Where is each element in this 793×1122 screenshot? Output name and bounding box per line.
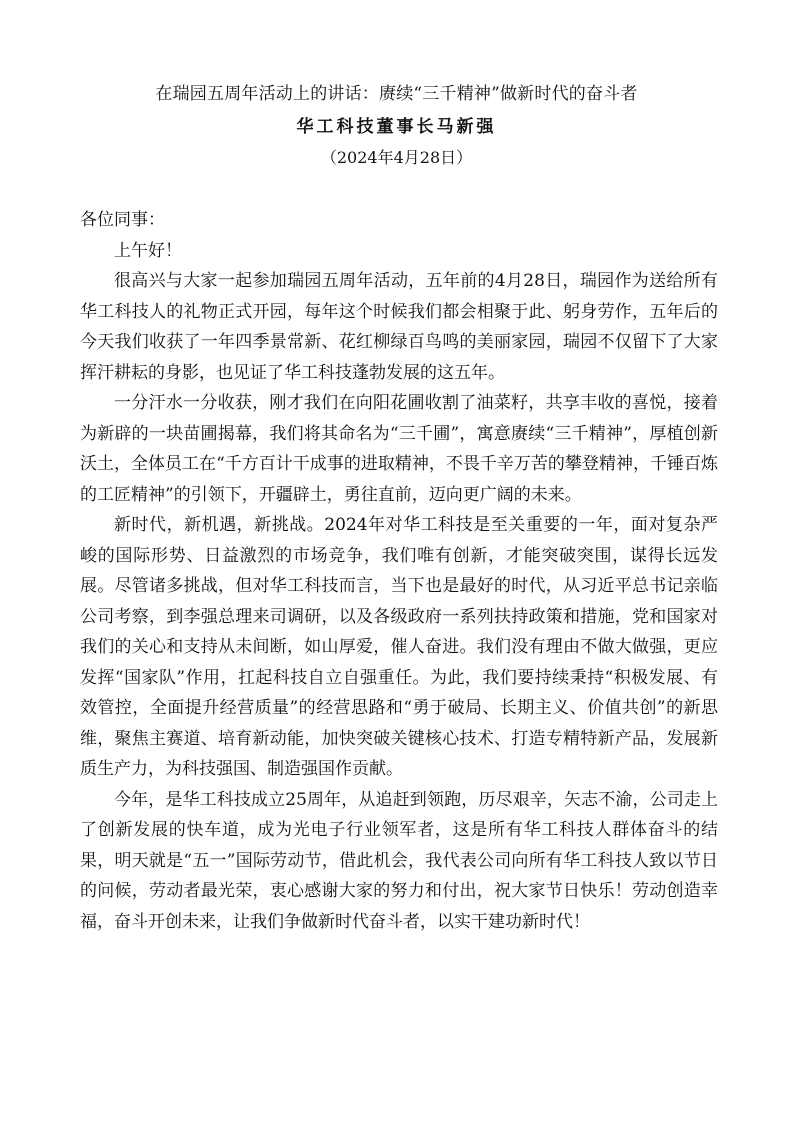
speech-body — [80, 205, 718, 937]
paragraph-25th-anniversary: 今年，是华工科技成立25周年，从追赶到领跑，历尽艰辛，矢志不渝，公司走上了创新发展的快车道，成为光电子行业领军者，这是所有华工科技人群体奋斗的结果，明天就是“五一”国际劳动节，借此机会，我代表公司向所有华工科技人致以节日的问候，劳动者最光荣，衷心感谢大家的努力和付出，祝大家节日快乐！劳动创造幸福，奋斗开创未来，让我们争做新时代奋斗者，以实干建功新时代！ — [80, 789, 718, 932]
speech-title: 在瑞园五周年活动上的讲话：赓续“三千精神”做新时代的奋斗者 — [155, 84, 638, 104]
speech-date: （2024年4月28日） — [320, 148, 473, 167]
paragraph-sanqian-spirit: 一分汗水一分收获，刚才我们在向阳花圃收割了油菜籽，共享丰收的喜悦，接着为新辟的一块苗圃揭幕，我们将其命名为“三千圃”，寓意赓续“三千精神”，厚植创新沃土，全体员工在“千方百计干成事的进取精神，不畏千辛万苦的攀登精神，千锤百炼的工匠精神”的引领下，开疆辟土，勇往直前，迈向更广阔的未来。 — [80, 393, 718, 505]
salutation: 各位同事： — [80, 210, 165, 230]
speaker-line: 华工科技董事长马新强 — [296, 117, 497, 137]
paragraph-ruiyuan-anniversary: 很高兴与大家一起参加瑞园五周年活动，五年前的4月28日，瑞园作为送给所有华工科技人的礼物正式开园，每年这个时候我们都会相聚于此、躬身劳作，五年后的今天我们收获了一年四季景常新、花红柳绿百鸟鸣的美丽家园，瑞园不仅留下了大家挥汗耕耘的身影，也见证了华工科技蓬勃发展的这五年。 — [80, 271, 718, 383]
paragraph-greeting: 上午好！ — [114, 240, 182, 261]
paragraph-new-era: 新时代，新机遇，新挑战。2024年对华工科技是至关重要的一年，面对复杂严峻的国际形势、日益激烈的市场竞争，我们唯有创新，才能突破突围，谋得长远发展。尽管诸多挑战，但对华工科技而言，当下也是最好的时代，从习近平总书记亲临公司考察，到李强总理来司调研，以及各级政府一系列扶持政策和措施，党和国家对我们的关心和支持从未间断，如山厚爱，催人奋进。我们没有理由不做大做强，更应发挥“国家队”作用，扛起科技自立自强重任。为此，我们要持续秉持“积极发展、有效管控，全面提升经营质量”的经营思路和“勇于破局、长期主义、价值共创”的新思维，聚焦主赛道、培育新动能，加快突破关键核心技术、打造专精特新产品，发展新质生产力，为科技强国、制造强国作贡献。 — [80, 515, 718, 779]
